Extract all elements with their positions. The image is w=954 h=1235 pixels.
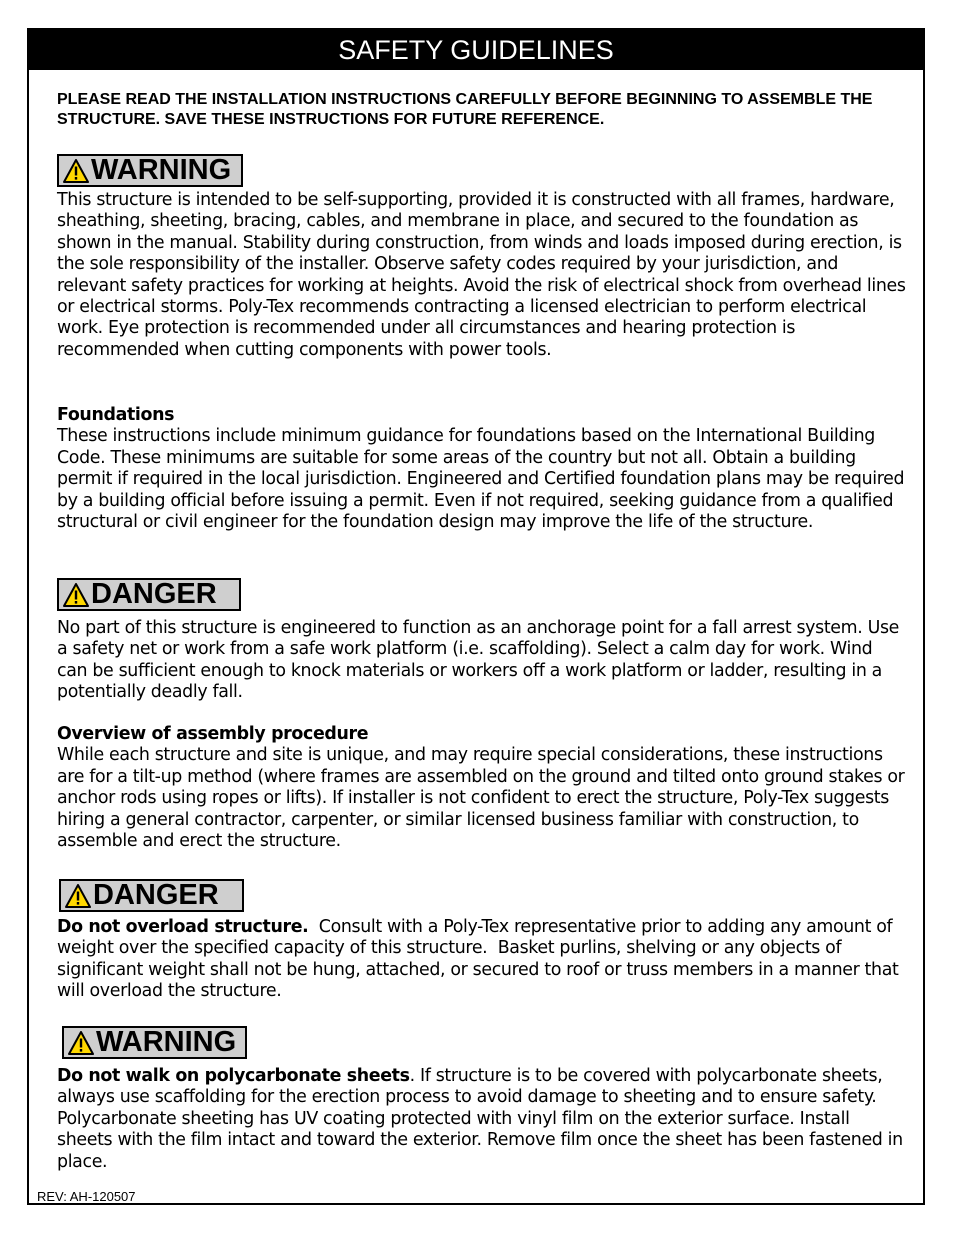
danger-overload-lead: Do not overload structure. [57, 917, 309, 937]
danger-overload-body: Consult with a Poly-Tex representative prior to adding any amount of weight over the specified capacity of this structure. Basket purlins, shelving or any objects of significant weight shall not be hung, attached, or secured to roof or truss members in a manner that will overload the structure. [57, 917, 904, 1002]
intro-notice: PLEASE READ THE INSTALLATION INSTRUCTIONS CAREFULLY BEFORE BEGINNING TO ASSEMBLE THE STRUCTURE. SAVE THESE INSTRUCTIONS FOR FUTURE REFERENCE. [57, 91, 873, 128]
danger-text: No part of this structure is engineered to function as an anchorage point for a fall arrest system. Use a safety net or work from a safe work platform (i.e. scaffolding). Select a calm day for work. Wind can be sufficient enough to knock materials or workers off a work platform or ladder, resulting in a potentially deadly fall. [57, 618, 900, 703]
warning-triangle-icon [65, 884, 91, 908]
danger-label: DANGER [93, 879, 219, 911]
polycarbonate-body: . If structure is to be covered with polycarbonate sheets, always use scaffolding for the erection process to avoid damage to sheeting and to ensure safety. Polycarbonate sheeting has UV coating protected with vinyl film on the exterior surface. Install sheets with the film intact and toward the exterior. Remove film once the sheet has been fastened in place. [57, 1066, 903, 1172]
warning-triangle-icon [68, 1031, 94, 1055]
danger-badge [59, 879, 244, 912]
overview-title: Overview of assembly procedure [57, 724, 369, 744]
polycarbonate-text [57, 1066, 907, 1173]
overview-text: While each structure and site is unique, and may require special considerations, these instructions are for a tilt-up method (where frames are assembled on the ground and tilted onto ground stakes or anchor rods using ropes or lifts). If installer is not confident to erect the structure, Poly-Tex suggests hiring a general contractor, carpenter, or similar licensed business familiar with construction, to assemble and erect the structure. [57, 745, 905, 852]
warning-badge [62, 1026, 247, 1059]
foundations-title: Foundations [57, 405, 175, 425]
overview-section [57, 724, 907, 852]
warning-badge [57, 154, 243, 187]
document-frame [27, 28, 925, 1205]
foundations-text: These instructions include minimum guidance for foundations based on the International Building Code. These minimums are suitable for some areas of the country but not all. Obtain a building permit if required in the local jurisdiction. Engineered and Certified foundation plans may be required by a building official before issuing a permit. Even if not required, seeking guidance from a qualified structural or civil engineer for the foundation design may improve the life of the structure. [57, 426, 905, 533]
revision-label: REV: AH-120507 [37, 1189, 136, 1204]
page-title: SAFETY GUIDELINES [29, 30, 923, 70]
warning-text: This structure is intended to be self-supporting, provided it is constructed with all frames, hardware, sheathing, sheeting, bracing, cables, and membrane in place, and secured to the foundation as shown in the manual. Stability during construction, from winds and loads imposed during erection, is the sole responsibility of the installer. Observe safety codes required by your jurisdiction, and relevant safety practices for working at heights. Avoid the risk of electrical shock from overhead lines or electrical storms. Poly-Tex recommends contracting a licensed electrician to perform electrical work. Eye protection is recommended under all circumstances and hearing protection is recommended when cutting components with power tools. [57, 190, 906, 360]
warning-label: WARNING [91, 154, 232, 186]
foundations-section [57, 405, 907, 533]
polycarbonate-lead: Do not walk on polycarbonate sheets [57, 1066, 410, 1086]
danger-label: DANGER [91, 578, 217, 610]
warning-label: WARNING [96, 1026, 237, 1058]
warning-triangle-icon [63, 159, 89, 183]
danger-overload-text [57, 917, 907, 1003]
danger-badge [57, 578, 241, 611]
warning-triangle-icon [63, 583, 89, 607]
